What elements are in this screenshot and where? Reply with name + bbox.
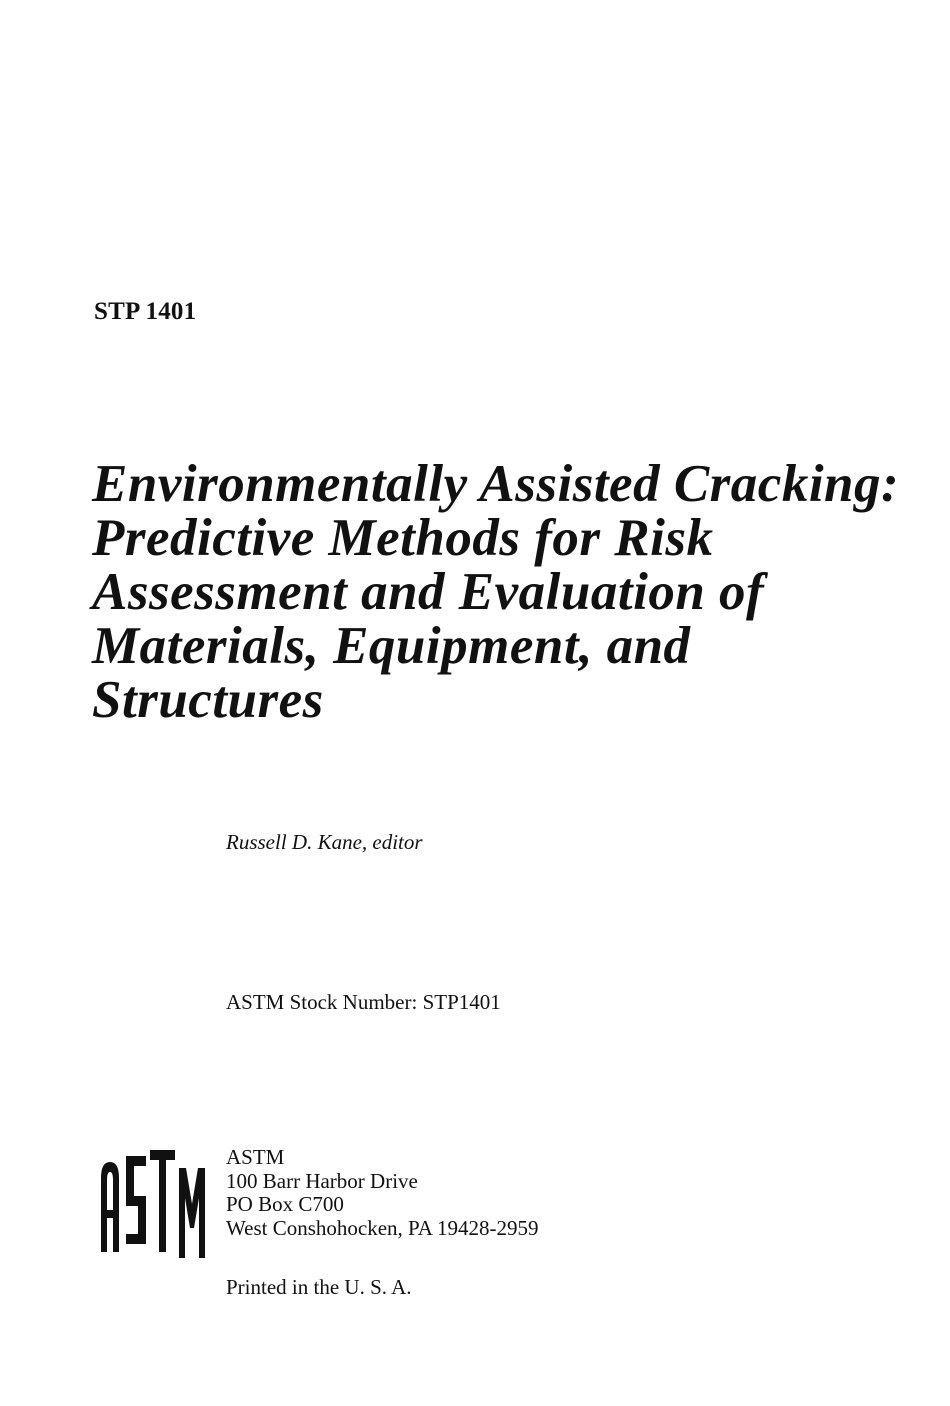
address-line: 100 Barr Harbor Drive [226,1168,418,1193]
title-line: Assessment and Evaluation of [92,563,765,621]
series-number: STP 1401 [94,298,197,325]
title-line: Environmentally Assisted Cracking: [92,455,900,513]
address-line: ASTM [226,1145,285,1169]
stock-number [226,990,501,1015]
astm-logo-icon [99,1148,206,1260]
title-line: Predictive Methods for Risk [92,509,714,567]
publisher-address [226,1146,539,1240]
stock-number-value: STP1401 [422,990,501,1014]
title-line: Structures [92,671,324,729]
address-line: PO Box C700 [226,1192,344,1216]
editor-credit: Russell D. Kane, editor [226,830,423,854]
book-title [92,457,912,727]
stock-number-label: ASTM Stock Number: [226,990,418,1014]
title-line: Materials, Equipment, and [92,617,691,675]
printed-in-note: Printed in the U. S. A. [226,1275,412,1299]
address-line: West Conshohocken, PA 19428-2959 [226,1215,539,1240]
